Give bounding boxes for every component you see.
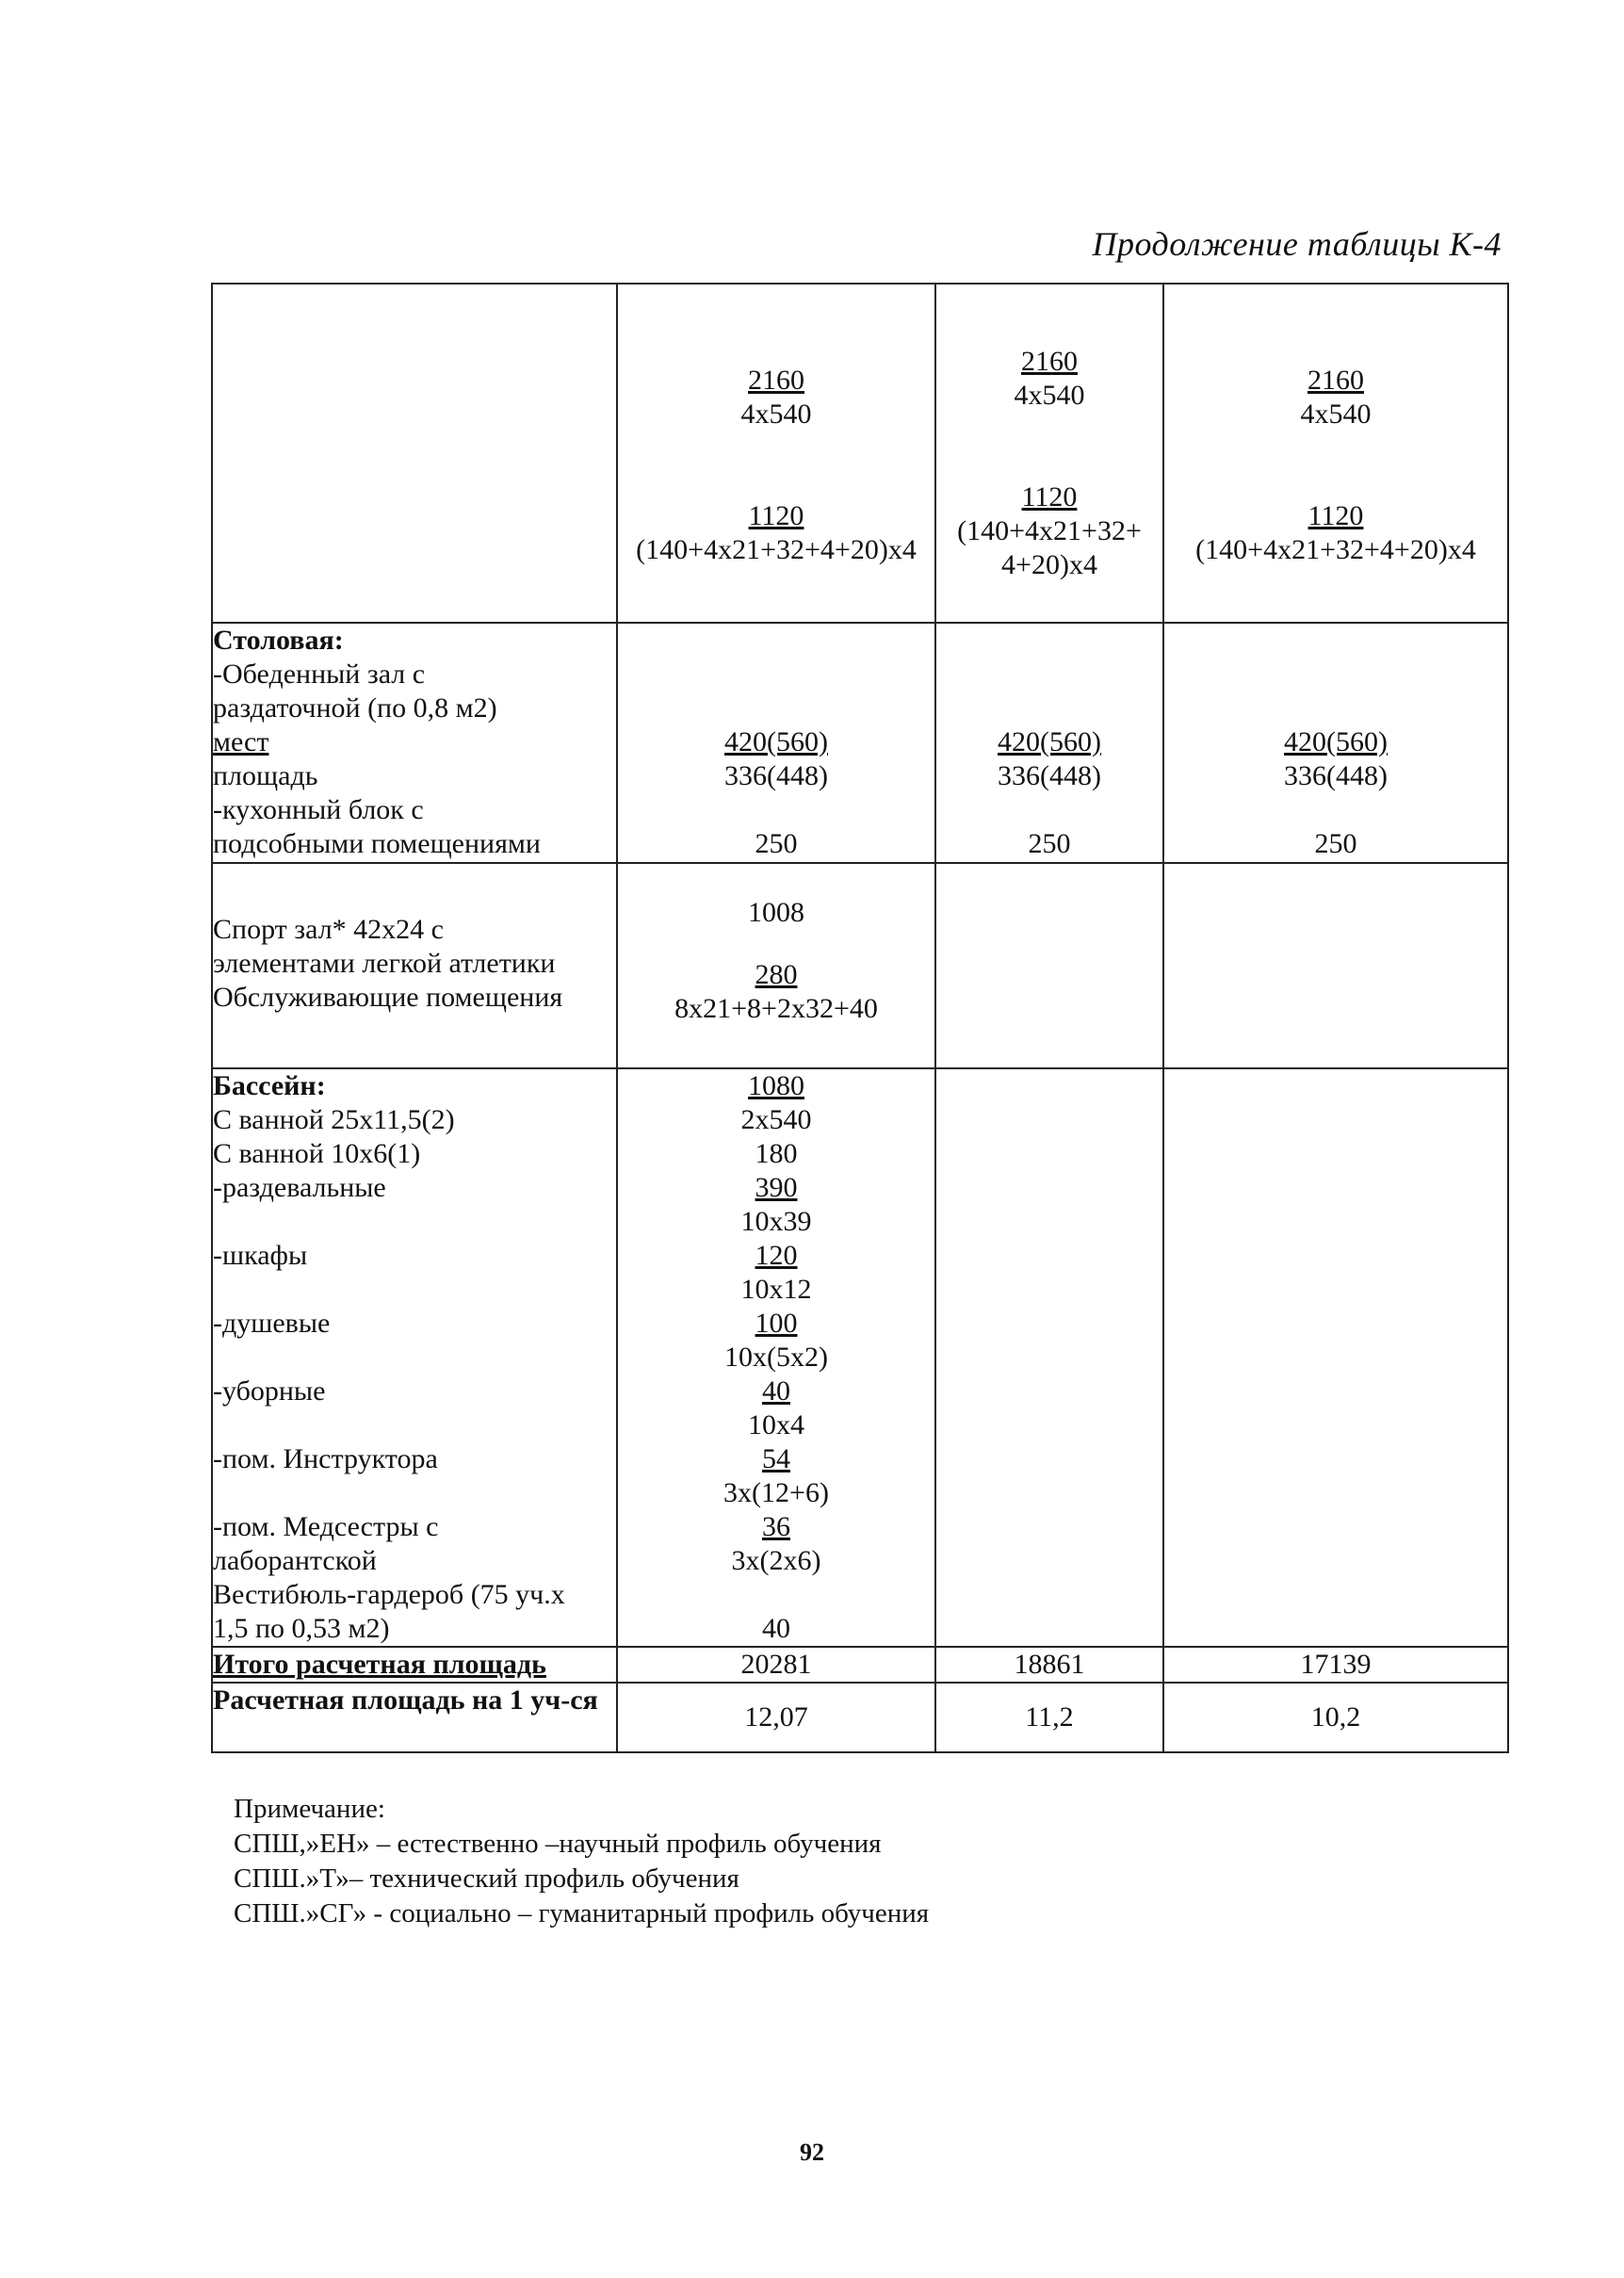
header-row [212,284,1508,623]
header-cell-3: 2160 4х540 1120 (140+4х21+32+4+20)х4 [1163,284,1508,623]
canteen-label: Столовая: -Обеденный зал с раздаточной (по 0,8 м2) мест площадь -кухонный блок с подсобными помещениями [212,623,617,863]
header-cell-1: 2160 4х540 1120 (140+4х21+32+4+20)х4 [617,284,935,623]
total-value-2: 18861 [935,1647,1163,1683]
gym-empty-3 [1163,863,1508,1068]
header-cell-2: 2160 4х540 1120 (140+4х21+32+ 4+20)х4 [935,284,1163,623]
total-value-1: 20281 [617,1647,935,1683]
note-title: Примечание: [234,1794,385,1824]
pool-label: Бассейн: С ванной 25х11,5(2) С ванной 10х6(1) -раздевальные -шкафы -душевые -уборные -пом. Инструктора -пом. Медсестры с лаборантской Вестибюль-гардероб (75 уч.х 1,5 по 0,53 м2) [212,1068,617,1647]
gym-row [212,863,1508,1068]
total-label: Итого расчетная площадь [212,1647,617,1683]
per-student-value-2: 11,2 [935,1683,1163,1752]
note-block [234,1792,929,1931]
per-student-value-3: 10,2 [1163,1683,1508,1752]
total-row [212,1647,1508,1683]
page-number: 92 [800,2139,824,2166]
per-student-label: Расчетная площадь на 1 уч-ся [212,1683,617,1752]
canteen-values-1: 420(560) 336(448) 250 [617,623,935,863]
header-empty-cell [212,284,617,623]
pool-row [212,1068,1508,1647]
gym-label: Спорт зал* 42х24 с элементами легкой атлетики Обслуживающие помещения [212,863,617,1068]
canteen-values-2: 420(560) 336(448) 250 [935,623,1163,863]
table-caption: Продолжение таблицы К-4 [1092,225,1502,263]
canteen-row [212,623,1508,863]
pool-empty-2 [935,1068,1163,1647]
total-value-3: 17139 [1163,1647,1508,1683]
area-table [211,283,1509,1753]
gym-values: 1008 280 8х21+8+2х32+40 [617,863,935,1068]
per-student-row [212,1683,1508,1752]
note-line: СПШ,»ЕН» – естественно –научный профиль обучения [234,1829,882,1859]
gym-empty-2 [935,863,1163,1068]
per-student-value-1: 12,07 [617,1683,935,1752]
canteen-values-3: 420(560) 336(448) 250 [1163,623,1508,863]
note-line: СПШ.»Т»– технический профиль обучения [234,1863,739,1894]
pool-values: 1080 2х540 180 390 10х39 120 10х12 100 10х(5х2) 40 10х4 54 3х(12+6) 36 3х(2х6) 40 [617,1068,935,1647]
pool-empty-3 [1163,1068,1508,1647]
note-line: СПШ.»СГ» - социально – гуманитарный профиль обучения [234,1898,930,1928]
